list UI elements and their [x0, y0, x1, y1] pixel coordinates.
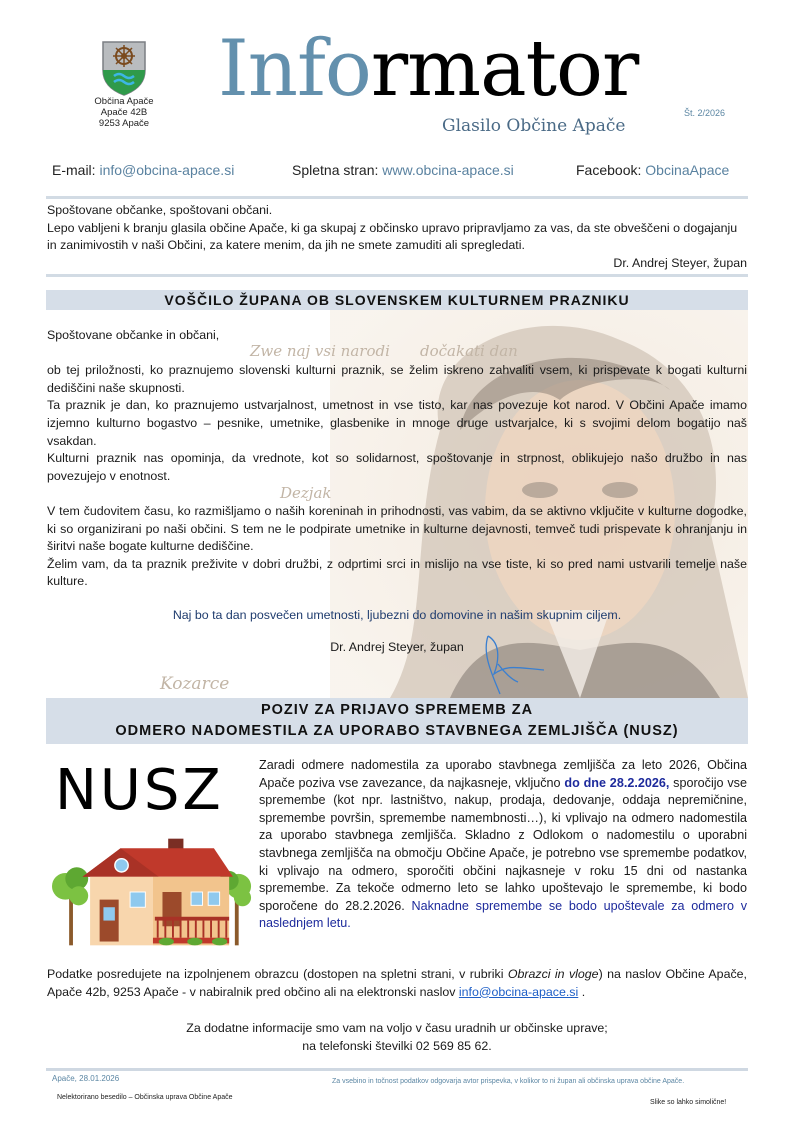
municipality-street: Apače 42B [100, 107, 148, 118]
facebook-link[interactable]: ObcinaApace [645, 162, 730, 178]
handwriting-line: Dezjak [280, 484, 332, 502]
handwriting-line: Zwe naj vsi narodi [250, 342, 390, 360]
instructions-text: . [578, 984, 586, 999]
contact-row [52, 162, 742, 182]
letter-paragraph: Kulturni praznik nas opominja, da vrednote, kot so solidarnost, spoštovanje in strpnost, oblikujejo našo družbo in nas povezujejo v enotnost. [47, 451, 747, 483]
web-label: Spletna stran: [292, 162, 379, 178]
handwritten-signature-image [478, 634, 548, 696]
email-link[interactable]: info@obcina-apace.si [99, 162, 235, 178]
instructions-text: ) na naslov Občine Apače, Apače 42b, 9253 Apače - v nabiralnik pred občino ali na elektronski naslov [47, 967, 747, 999]
submission-instructions [47, 966, 747, 1001]
culture-day-letter [47, 327, 747, 656]
issue-number: Št. 2/2026 [684, 108, 726, 118]
deadline-highlight: do dne 28.2.2026, [564, 775, 670, 790]
intro-text: Lepo vabljeni k branju glasila občine Apače, ki ga skupaj z občinsko upravo pripravljamo za vas, da ste obveščeni o dogajanju in zanimivostih v naši Občini, za katere menim, da jih ne smete zamuditi ali spregledati. [47, 220, 738, 253]
intro-greeting: Spoštovane občanke, spoštovani občani. [47, 203, 273, 217]
submission-email-link[interactable]: info@obcina-apace.si [458, 984, 579, 999]
divider [46, 196, 748, 199]
late-changes-note: Naknadne spremembe se bodo upoštevale za odmero v naslednjem letu. [259, 898, 748, 931]
section-heading-culture-day: VOŠČILO ŽUPANA OB SLOVENSKEM KULTURNEM PRAZNIKU [46, 290, 748, 310]
email-label: E-mail: [52, 162, 96, 178]
handwriting-line: Kozarce [160, 674, 230, 694]
contact-line: na telefonski številki 02 569 85 62. [302, 1038, 492, 1053]
heading-line: ODMERO NADOMESTILA ZA UPORABO STAVBNEGA ZEMLJIŠČA (NUSZ) [115, 723, 679, 739]
announcement-text: sporočijo vse spremembe (kot npr. lastništvo, nakup, prodaja, dedovanje, oddaja nepremičnine, spremembe površin, spremembe namembnosti…), ki vplivajo na odmero nadomestila za uporabo stavbnega zemljišča. Skladno z Odlokom o nadomestilu o uporabni stavbnega zemljišča na območju Občine Apače, je potrebno vse spremembe podatkov, ki vplivajo na odmero, sporočiti občini najkasneje v roku 15 dni od nastanka spremembe. Za tekoče odmerno leto se lahko upoštevajo le spremembe, ki bodo sporočene do 28.2.2026. [259, 775, 747, 913]
footer-date: Apače, 28.01.2026 [52, 1074, 120, 1083]
instructions-text: Podatke posredujete na izpolnjenem obrazcu (dostopen na spletni strani, v rubriki [47, 967, 508, 981]
contact-information [47, 1020, 747, 1055]
contact-line: Za dodatne informacije smo vam na voljo v času uradnih ur občinske uprave; [186, 1021, 608, 1035]
letter-paragraph: ob tej priložnosti, ko praznujemo slovenski kulturni praznik, se želim iskreno zahvaliti vsem, ki prispevate k bogati kulturni dediščini naše skupnosti. [47, 363, 747, 395]
footer-unedited-note: Nelektorirano besedilo – Občinska uprava Občine Apače [57, 1094, 233, 1101]
section-heading-nusz [46, 698, 748, 744]
masthead-part-black: rmator [370, 24, 639, 114]
letter-greeting: Spoštovane občanke in občani, [47, 328, 220, 342]
municipality-postcode: 9253 Apače [98, 118, 150, 129]
web-link[interactable]: www.obcina-apace.si [382, 162, 514, 178]
footer-images-note: Slike so lahko simolične! [650, 1099, 727, 1106]
masthead-part-blue: Info [218, 24, 371, 114]
divider [46, 274, 748, 277]
facebook-label: Facebook: [576, 162, 642, 178]
footer-disclaimer: Za vsebino in točnost podatkov odgovarja avtor prispevka, v kolikor to ni župan ali občinska uprava občine Apače. [332, 1078, 685, 1085]
nusz-image-label: NUSZ [55, 758, 224, 823]
municipality-name: Občina Apače [94, 96, 154, 107]
letter-paragraph: V tem čudovitem času, ko razmišljamo o naših koreninah in prihodnosti, vas vabim, da se aktivno vključite v kulturne dogodke, ki so organizirani po naši občini. S tem ne le podpirate umetnike in kulturne dejavnosti, temveč tudi prispevate k ohranjanju in širitvi naše bogate kulturne dediščine. [47, 503, 747, 554]
letter-paragraph: Ta praznik je dan, ko praznujemo ustvarjalnost, umetnost in vse tisto, kar nas povezuje kot narod. V Občini Apače imamo izjemno kulturno bogastvo – pesnike, umetnike, glasbenike in mnoge druge ustvarjalce, ki s svojimi delom bogatijo naš vsakdan. [47, 398, 747, 448]
contact-web [292, 162, 514, 178]
municipality-crest-logo [100, 40, 148, 96]
heading-line: POZIV ZA PRIJAVO SPREMEMB ZA [260, 702, 534, 718]
masthead-title [218, 24, 738, 114]
house-illustration [52, 836, 252, 948]
masthead-subtitle: Glasilo Občine Apače [442, 116, 626, 136]
letter-motto: Naj bo ta dan posvečen umetnosti, ljubezni do domovine in našim skupnim ciljem. [172, 607, 622, 622]
intro-section [47, 202, 747, 272]
nusz-announcement [259, 757, 747, 933]
contact-email [52, 162, 234, 178]
intro-signature: Dr. Andrej Steyer, župan [613, 255, 747, 270]
contact-facebook [576, 162, 729, 178]
handwriting-line: dočakati dan [420, 342, 518, 360]
forms-rubric: Obrazci in vloge [507, 967, 599, 981]
footer-divider [46, 1068, 748, 1071]
letter-signature: Dr. Andrej Steyer, župan [330, 639, 464, 654]
letter-paragraph: Želim vam, da ta praznik preživite v dobri družbi, z odprtimi srci in mislijo na vse tiste, ki so pred nami ustvarili temelje naše kulture. [47, 556, 747, 589]
announcement-text: Zaradi odmere nadomestila za uporabo stavbnega zemljišča za leto 2026, Občina Apače poziva vse zavezance, da najkasneje, vključno [259, 758, 747, 790]
municipality-address [76, 96, 172, 129]
